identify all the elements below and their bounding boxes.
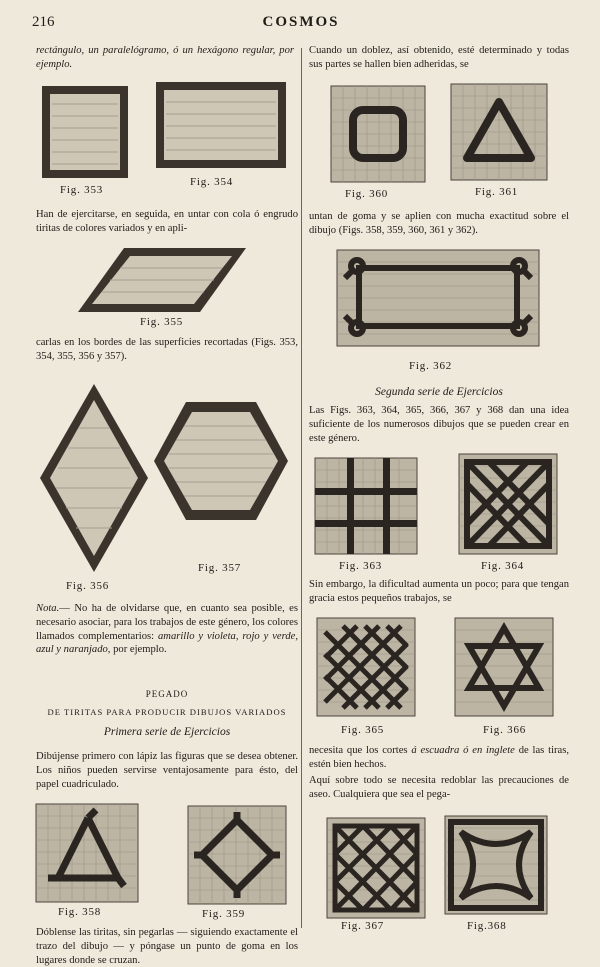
- right-paragraph-5: [309, 744, 569, 772]
- figure-355-parallelogram: [76, 246, 248, 314]
- section-heading-2: DE TIRITAS PARA PRODUCIR DIBUJOS VARIADOS: [47, 707, 287, 717]
- right-paragraph-6: Aquí sobre todo se necesita redoblar las precauciones de aseo. Cualquiera que sea el pega-: [309, 775, 569, 800]
- figure-365-strip-lattice: [317, 618, 415, 716]
- figure-364-strip-diagonals: [459, 454, 557, 554]
- figure-356-rhombus: [38, 382, 150, 574]
- figure-368-strip-four-point-star: [445, 816, 547, 914]
- caption-fig-362: Fig. 362: [409, 360, 453, 372]
- caption-fig-355: Fig. 355: [140, 316, 184, 328]
- caption-fig-361: Fig. 361: [475, 186, 519, 198]
- page-header: [32, 10, 570, 36]
- right-paragraph-4: Sin embargo, la dificultad aumenta un poco; para que tengan gracia estos pequeños trabajos, se: [309, 579, 569, 604]
- p5-start: necesita que los cortes: [309, 745, 408, 756]
- figure-359-strip-diamond: [188, 806, 286, 904]
- caption-fig-357: Fig. 357: [198, 562, 242, 574]
- column-rule: [301, 48, 302, 928]
- nota-colors: amarillo y violeta, rojo y verde, azul y naranjado,: [36, 630, 299, 656]
- caption-fig-358: Fig. 358: [58, 906, 102, 918]
- figure-362-strip-rectangle: [337, 250, 539, 346]
- second-series-heading: Segunda serie de Ejercicios: [375, 386, 503, 398]
- p5-italic: á escuadra ó en inglete: [411, 745, 515, 756]
- running-head: COSMOS: [262, 14, 340, 30]
- figure-361-strip-triangle: [451, 84, 547, 180]
- caption-fig-368: Fig.368: [467, 920, 507, 932]
- p5-end: de las tiras, estén bien hechos.: [309, 745, 570, 770]
- caption-fig-354: Fig. 354: [190, 176, 234, 188]
- left-paragraph-4: Dibújense primero con lápiz las figuras que se desea obtener. Los niños pueden servirse ventajosamente para ésto, del papel cuadriculado.: [36, 751, 298, 790]
- caption-fig-356: Fig. 356: [66, 580, 110, 592]
- caption-fig-363: Fig. 363: [339, 560, 383, 572]
- nota-end: por ejemplo.: [113, 644, 167, 656]
- right-paragraph-1: Cuando un doblez, así obtenido, esté determinado y todas sus partes se hallen bien adheridas, se: [309, 45, 569, 70]
- figure-363-strip-grid: [315, 458, 417, 554]
- left-nota-paragraph: [36, 602, 298, 657]
- caption-fig-365: Fig. 365: [341, 724, 385, 736]
- caption-fig-359: Fig. 359: [202, 908, 246, 920]
- figure-366-strip-star: [455, 618, 553, 716]
- first-series-heading: Primera serie de Ejercicios: [103, 726, 231, 738]
- caption-fig-367: Fig. 367: [341, 920, 385, 932]
- caption-fig-364: Fig. 364: [481, 560, 525, 572]
- right-paragraph-2: untan de goma y se aplien con mucha exactitud sobre el dibujo (Figs. 358, 359, 360, 361 y 362).: [309, 211, 569, 236]
- section-heading-1: PEGADO: [145, 689, 189, 699]
- figure-360-strip-square: [331, 86, 425, 182]
- caption-fig-366: Fig. 366: [483, 724, 527, 736]
- figure-357-hexagon: [152, 400, 290, 522]
- left-paragraph-2: Han de ejercitarse, en seguida, en untar con cola ó engrudo tiritas de colores variados y en apli-: [36, 209, 298, 234]
- caption-fig-353: Fig. 353: [60, 184, 104, 196]
- figure-353-square: [40, 84, 130, 180]
- figure-354-rectangle: [154, 80, 288, 170]
- left-paragraph-5: Dóblense las tiritas, sin pegarlas — siguiendo exactamente el trazo del dibujo — y póngase un punto de goma en los lugares donde se cruzan.: [36, 927, 298, 966]
- right-paragraph-3: Las Figs. 363, 364, 365, 366, 367 y 368 dan una idea suficiente de los numerosos dibujos que se pueden crear en este género.: [309, 405, 569, 444]
- figure-358-strip-triangle: [36, 804, 138, 902]
- page-number: 216: [32, 14, 55, 30]
- left-paragraph-1: rectángulo, un paralelógramo, ó un hexágono regular, por ejemplo.: [36, 45, 294, 70]
- nota-text: — No ha de olvidarse que, en cuanto sea posible, es necesario asociar, para los trabajos de este género, los colores llamados complementarios:: [36, 603, 298, 642]
- figure-367-strip-framed-lattice: [327, 818, 425, 918]
- left-paragraph-3: carlas en los bordes de las superficies recortadas (Figs. 353, 354, 355, 356 y 357).: [36, 337, 298, 362]
- caption-fig-360: Fig. 360: [345, 188, 389, 200]
- nota-label: Nota.: [36, 603, 60, 614]
